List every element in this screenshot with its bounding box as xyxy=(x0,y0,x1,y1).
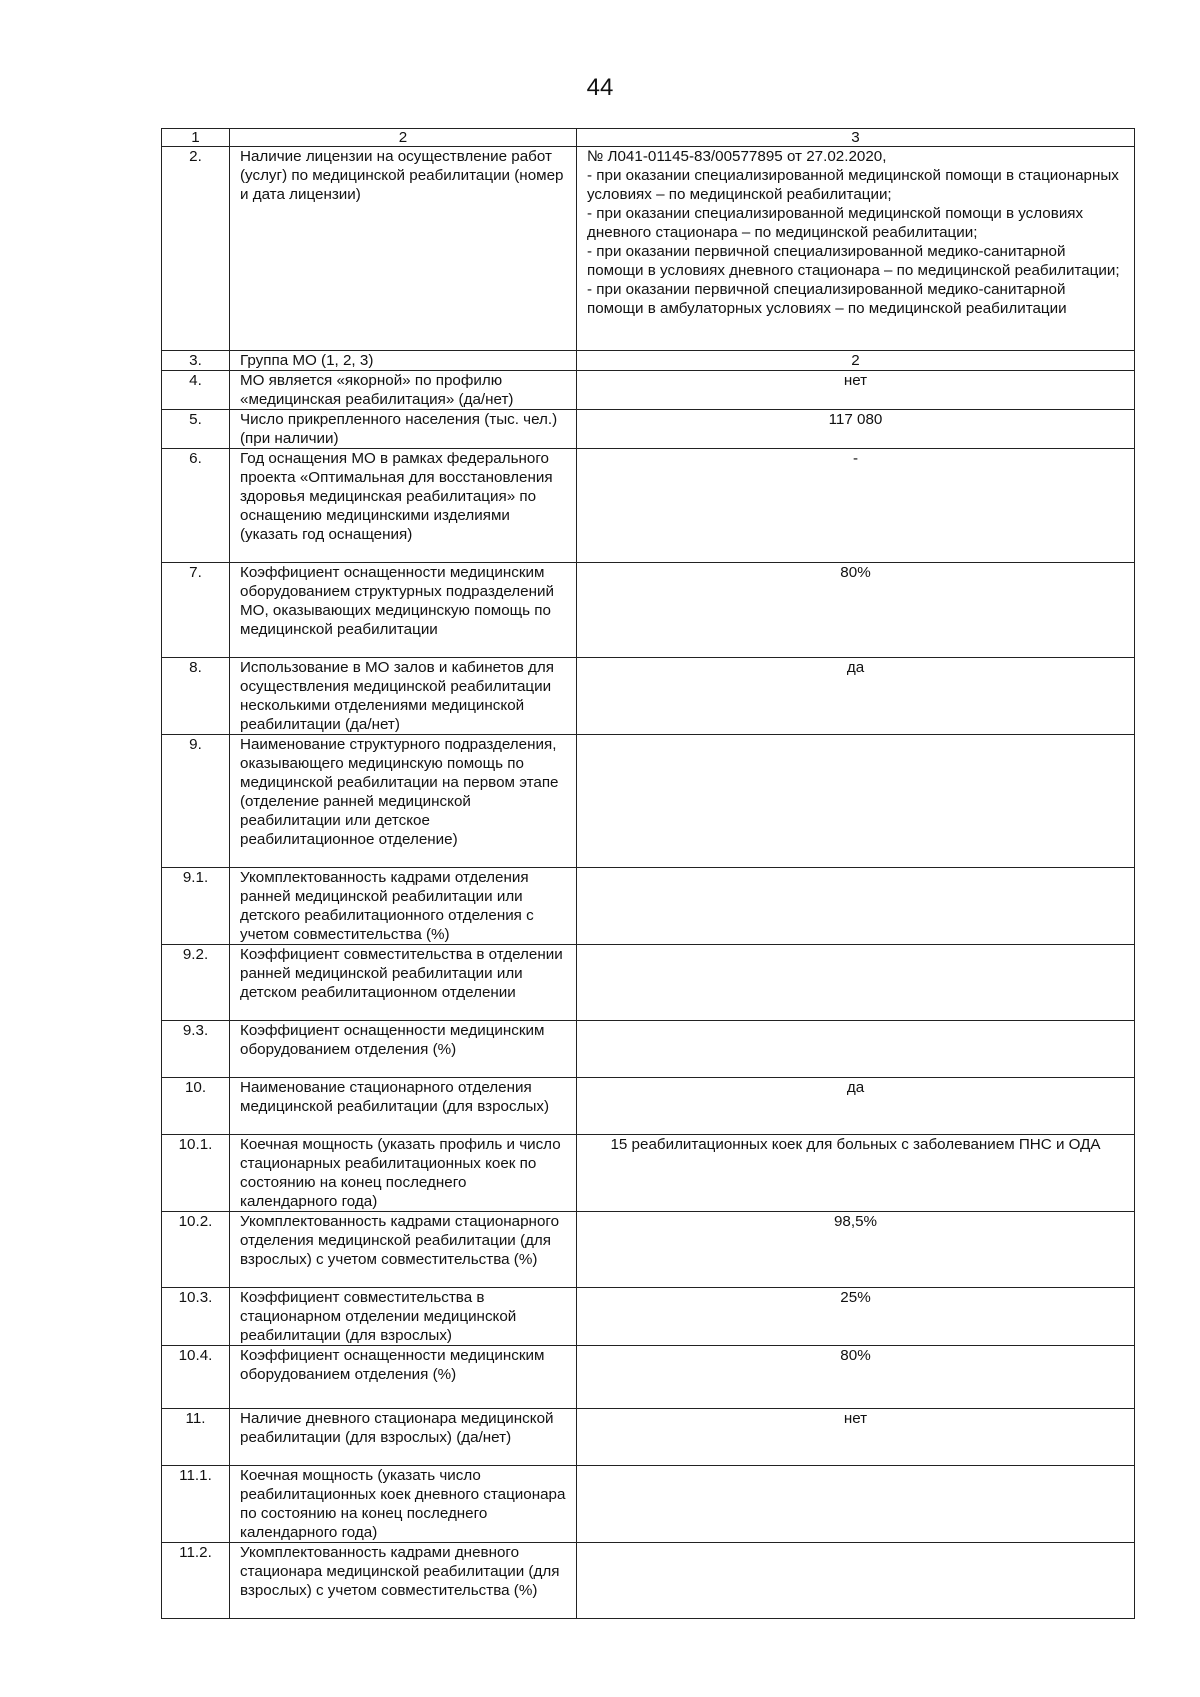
row-label: Использование в МО залов и кабинетов для осуществления медицинской реабилитации несколькими отделениями медицинской реабилитации (да/нет) xyxy=(230,658,577,735)
row-label: Коэффициент оснащенности медицинским оборудованием отделения (%) xyxy=(230,1021,577,1078)
row-number: 8. xyxy=(162,658,230,735)
table-row xyxy=(162,371,1135,410)
table-row xyxy=(162,1212,1135,1288)
row-value: 80% xyxy=(577,563,1135,658)
row-value xyxy=(577,868,1135,945)
license-line: - при оказании первичной специализированной медико-санитарной помощи в условиях дневного стационара – по медицинской реабилитации; xyxy=(587,243,1120,279)
row-label: Коечная мощность (указать число реабилитационных коек дневного стационара по состоянию на конец последнего календарного года) xyxy=(230,1466,577,1543)
header-col-1: 1 xyxy=(162,129,230,147)
row-number: 10.2. xyxy=(162,1212,230,1288)
table-row xyxy=(162,658,1135,735)
row-label: Коэффициент совместительства в стационарном отделении медицинской реабилитации (для взрослых) xyxy=(230,1288,577,1346)
row-label: Укомплектованность кадрами стационарного отделения медицинской реабилитации (для взрослых) с учетом совместительства (%) xyxy=(230,1212,577,1288)
table-row xyxy=(162,1078,1135,1135)
row-label: Коэффициент оснащенности медицинским оборудованием отделения (%) xyxy=(230,1346,577,1409)
row-number: 11.2. xyxy=(162,1543,230,1619)
license-line: - при оказании специализированной медицинской помощи в условиях дневного стационара – по медицинской реабилитации; xyxy=(587,205,1084,241)
row-number: 10.4. xyxy=(162,1346,230,1409)
row-label: Укомплектованность кадрами отделения ранней медицинской реабилитации или детского реабилитационного отделения с учетом совместительства (%) xyxy=(230,868,577,945)
row-value xyxy=(577,1543,1135,1619)
table-row xyxy=(162,868,1135,945)
row-number: 10.1. xyxy=(162,1135,230,1212)
row-value: 15 реабилитационных коек для больных с заболеванием ПНС и ОДА xyxy=(577,1135,1135,1212)
row-label: МО является «якорной» по профилю «медицинская реабилитация» (да/нет) xyxy=(230,371,577,410)
page-number: 44 xyxy=(586,74,614,101)
table-row xyxy=(162,1021,1135,1078)
table-row xyxy=(162,1346,1135,1409)
row-value: - xyxy=(577,449,1135,563)
row-number: 5. xyxy=(162,410,230,449)
table-row xyxy=(162,410,1135,449)
row-number: 9. xyxy=(162,735,230,868)
row-value xyxy=(577,735,1135,868)
header-col-2: 2 xyxy=(230,129,577,147)
row-label: Наличие дневного стационара медицинской реабилитации (для взрослых) (да/нет) xyxy=(230,1409,577,1466)
row-label: Наличие лицензии на осуществление работ (услуг) по медицинской реабилитации (номер и дата лицензии) xyxy=(230,147,577,351)
row-number: 6. xyxy=(162,449,230,563)
row-value: нет xyxy=(577,1409,1135,1466)
table-row xyxy=(162,1543,1135,1619)
row-value xyxy=(577,1021,1135,1078)
table-row xyxy=(162,1409,1135,1466)
row-number: 4. xyxy=(162,371,230,410)
row-number: 9.1. xyxy=(162,868,230,945)
table-row xyxy=(162,1466,1135,1543)
row-label: Коэффициент оснащенности медицинским оборудованием структурных подразделений МО, оказывающих медицинскую помощь по медицинской реабилитации xyxy=(230,563,577,658)
row-number: 7. xyxy=(162,563,230,658)
row-label: Год оснащения МО в рамках федерального проекта «Оптимальная для восстановления здоровья медицинская реабилитация» по оснащению медицинскими изделиями (указать год оснащения) xyxy=(230,449,577,563)
row-value xyxy=(577,1466,1135,1543)
row-number: 3. xyxy=(162,351,230,371)
license-line: № Л041-01145-83/00577895 от 27.02.2020, xyxy=(587,148,887,165)
table-row xyxy=(162,563,1135,658)
table-row xyxy=(162,449,1135,563)
row-value: 117 080 xyxy=(577,410,1135,449)
table-row xyxy=(162,147,1135,351)
license-line: - при оказании специализированной медицинской помощи в стационарных условиях – по медицинской реабилитации; xyxy=(587,167,1119,203)
row-number: 9.3. xyxy=(162,1021,230,1078)
data-table xyxy=(161,128,1135,1619)
table-row xyxy=(162,1135,1135,1212)
row-number: 10.3. xyxy=(162,1288,230,1346)
row-label: Группа МО (1, 2, 3) xyxy=(230,351,577,371)
table-row xyxy=(162,735,1135,868)
table-header-row xyxy=(162,129,1135,147)
row-value: 80% xyxy=(577,1346,1135,1409)
row-value: нет xyxy=(577,371,1135,410)
row-label: Число прикрепленного населения (тыс. чел.) (при наличии) xyxy=(230,410,577,449)
row-value: да xyxy=(577,658,1135,735)
row-value xyxy=(577,147,1135,351)
row-label: Наименование стационарного отделения медицинской реабилитации (для взрослых) xyxy=(230,1078,577,1135)
row-label: Укомплектованность кадрами дневного стационара медицинской реабилитации (для взрослых) с учетом совместительства (%) xyxy=(230,1543,577,1619)
license-line: - при оказании первичной специализированной медико-санитарной помощи в амбулаторных условиях – по медицинской реабилитации xyxy=(587,281,1067,317)
row-value: 98,5% xyxy=(577,1212,1135,1288)
row-number: 10. xyxy=(162,1078,230,1135)
row-label: Наименование структурного подразделения, оказывающего медицинскую помощь по медицинской реабилитации на первом этапе (отделение ранней медицинской реабилитации или детское реабилитационное отделение) xyxy=(230,735,577,868)
header-col-3: 3 xyxy=(577,129,1135,147)
row-value: 2 xyxy=(577,351,1135,371)
row-value xyxy=(577,945,1135,1021)
row-value: да xyxy=(577,1078,1135,1135)
row-number: 2. xyxy=(162,147,230,351)
row-value: 25% xyxy=(577,1288,1135,1346)
row-number: 9.2. xyxy=(162,945,230,1021)
row-number: 11.1. xyxy=(162,1466,230,1543)
row-number: 11. xyxy=(162,1409,230,1466)
table-row xyxy=(162,1288,1135,1346)
row-label: Коэффициент совместительства в отделении ранней медицинской реабилитации или детском реабилитационном отделении xyxy=(230,945,577,1021)
row-label: Коечная мощность (указать профиль и число стационарных реабилитационных коек по состоянию на конец последнего календарного года) xyxy=(230,1135,577,1212)
table-row xyxy=(162,945,1135,1021)
table-row xyxy=(162,351,1135,371)
